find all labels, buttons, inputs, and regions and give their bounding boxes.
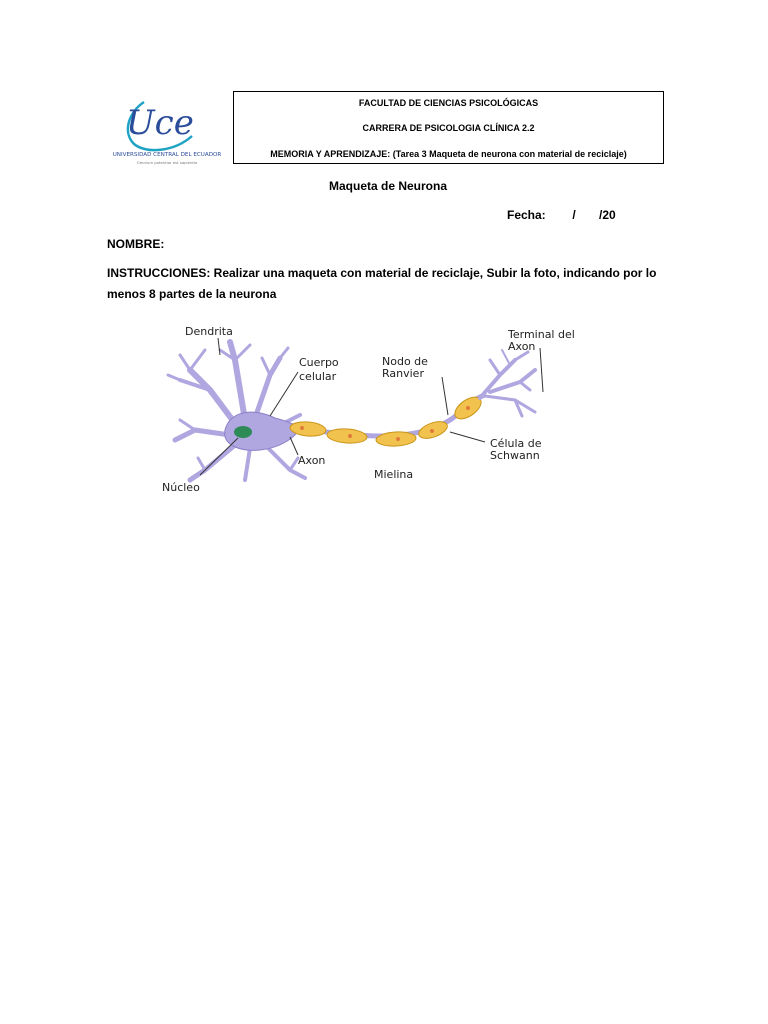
label-terminal-line1: Terminal del (508, 328, 575, 341)
header-box (233, 91, 664, 164)
myelin-sheaths (289, 393, 484, 447)
nucleus (234, 426, 252, 438)
university-logo (104, 92, 230, 174)
label-node-line1: Nodo de (382, 355, 428, 368)
logo-tagline: Omnium potentior est sapientia (136, 160, 198, 165)
header-faculty: FACULTAD DE CIENCIAS PSICOLÓGICAS (358, 98, 539, 108)
document-title: Maqueta de Neurona (328, 179, 448, 193)
neuron-diagram (150, 320, 600, 495)
header-subject: MEMORIA Y APRENDIZAJE: (Tarea 3 Maqueta de neurona con material de reciclaje) (270, 149, 627, 159)
label-dendrite: Dendrita (185, 325, 233, 338)
label-node-line2: Ranvier (382, 367, 424, 380)
label-cell-body-line2: celular (299, 370, 337, 383)
date-field-label: Fecha: / /20 (507, 208, 616, 222)
label-cell-body-line1: Cuerpo (299, 356, 339, 369)
label-schwann-line1: Célula de (490, 437, 542, 450)
label-schwann-line2: Schwann (490, 449, 540, 462)
label-axon: Axon (298, 454, 326, 467)
label-myelin: Mielina (374, 468, 414, 481)
axon-terminals (480, 350, 535, 416)
logo-mark: Uce (126, 103, 194, 143)
dendrites (168, 342, 305, 480)
header-career: CARRERA DE PSICOLOGIA CLÍNICA 2.2 (362, 123, 535, 133)
label-nucleus: Núcleo (162, 481, 200, 494)
label-terminal-line2: Axon (508, 340, 536, 353)
instructions-text: INSTRUCCIONES: Realizar una maqueta con material de reciclaje, Subir la foto, indicando por lo menos 8 partes de la neurona (107, 266, 657, 301)
logo-university-name: UNIVERSIDAD CENTRAL DEL ECUADOR (112, 152, 222, 158)
name-field-label: NOMBRE: (107, 237, 165, 251)
